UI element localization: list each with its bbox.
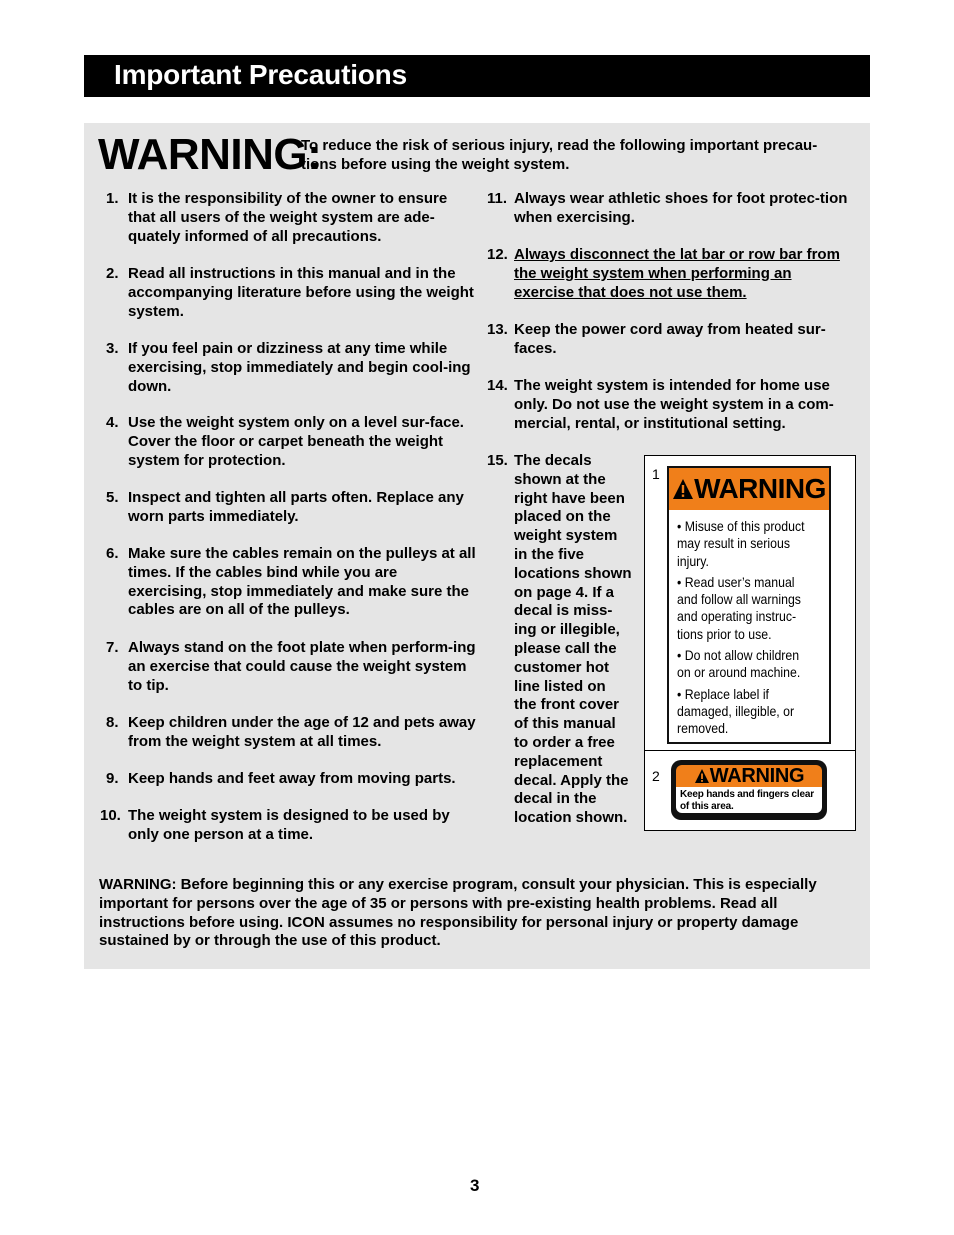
section-title: Important Precautions [114,59,407,90]
item-text: Always disconnect the lat bar or row bar from the weight system when performing an exercise that does not use them. [514,246,840,301]
item-text: Keep children under the age of 12 and pets away from the weight system at all times. [128,714,476,750]
item-number: 14. [487,377,508,394]
precaution-item-15 [487,452,632,828]
decals-figure [644,455,856,831]
decal-1-bullet: • Read user’s manual and follow all warnings and operating instruc-tions prior to use. [677,573,801,642]
decal-1-bullet: • Replace label if damaged, illegible, or removed. [677,685,795,737]
item-number: 15. [487,452,508,469]
item-text: The weight system is intended for home use only. Do not use the weight system in a com-mercial, rental, or institutional setting. [514,377,834,432]
item-text: Keep the power cord away from heated sur-faces. [514,321,826,357]
item-number: 3. [106,340,119,357]
decal-2-number: 2 [652,768,660,784]
precaution-item-7 [106,639,476,695]
precaution-item-11 [487,190,852,228]
item-number: 1. [106,190,119,207]
precaution-item-14 [487,377,857,433]
decal-1-number: 1 [652,466,660,482]
item-number: 6. [106,545,119,562]
item-text: Make sure the cables remain on the pulleys at all times. If the cables bind while you are exercising, stop immediately and make sure the cables are on all of the pulleys. [128,545,476,619]
item-number: 13. [487,321,508,338]
item-text: If you feel pain or dizziness at any time while exercising, stop immediately and begin cool-ing down. [128,340,471,395]
decal-2-text: Keep hands and fingers clear of this area. [676,787,822,813]
decal-divider [645,750,855,751]
warning-panel [84,123,870,969]
warning-decal-1 [667,466,831,744]
item-text: It is the responsibility of the owner to ensure that all users of the weight system are ade-quately informed of all precautions. [128,190,448,245]
decal-2-title: WARNING [709,764,805,787]
precaution-item-12 [487,246,852,302]
decal-1-bullet: • Misuse of this product may result in serious injury. [677,518,805,569]
precaution-item-3 [106,340,476,396]
section-header [84,55,870,97]
precaution-item-9 [106,770,476,789]
precaution-item-1 [106,190,476,246]
page-number: 3 [470,1176,480,1195]
item-number: 10. [100,807,121,824]
item-number: 12. [487,246,508,263]
item-text: The weight system is designed to be used by only one person at a time. [128,807,450,843]
item-number: 11. [487,190,508,207]
item-number: 5. [106,489,119,506]
item-text: Use the weight system only on a level sur-face. Cover the floor or carpet beneath the weight system for protection. [128,414,464,469]
decal-1-banner [669,468,829,510]
warning-decal-2 [671,760,827,820]
item-text: Always wear athletic shoes for foot protec-tion when exercising. [514,190,848,226]
warning-heading: WARNING: [98,130,322,179]
precaution-item-2 [106,265,476,321]
precaution-item-4 [106,414,476,470]
precaution-item-5 [106,489,476,527]
decal-1-bullet: • Do not allow children on or around machine. [677,647,801,681]
item-text: The decals shown at the right have been placed on the weight system in the five locations shown on page 4. If a decal is miss-ing or illegible, please call the customer hot line listed on the front cover of this manual to order a free replacement decal. Apply the decal in the location shown. [514,452,632,827]
item-number: 8. [106,714,119,731]
decal-1-text [677,518,807,742]
decal-1-title: WARNING [694,473,826,504]
item-number: 7. [106,639,119,656]
item-text: Always stand on the foot plate when perform-ing an exercise that could cause the weight system to tip. [128,639,476,694]
precaution-item-6 [106,545,476,620]
precaution-item-8 [106,714,476,752]
precaution-item-10 [100,807,476,845]
item-text: Keep hands and feet away from moving parts. [128,770,456,787]
warning-intro: To reduce the risk of serious injury, read the following important precau-tions before using the weight system. [301,137,818,173]
item-text: Inspect and tighten all parts often. Replace any worn parts immediately. [128,489,464,525]
warning-triangle-icon [694,768,710,784]
final-warning: WARNING: Before beginning this or any exercise program, consult your physician. This is especially important for persons over the age of 35 or persons with pre-existing health problems. Read all instructions before using. ICON assumes no responsibility for personal injury or property damage sustained by or through the use of this product. [99,876,817,950]
item-text: Read all instructions in this manual and in the accompanying literature before using the weight system. [128,265,474,320]
precaution-item-13 [487,321,852,359]
decal-2-banner [676,765,822,787]
warning-triangle-icon [672,478,694,500]
item-number: 4. [106,414,119,431]
item-number: 9. [106,770,119,787]
item-number: 2. [106,265,119,282]
